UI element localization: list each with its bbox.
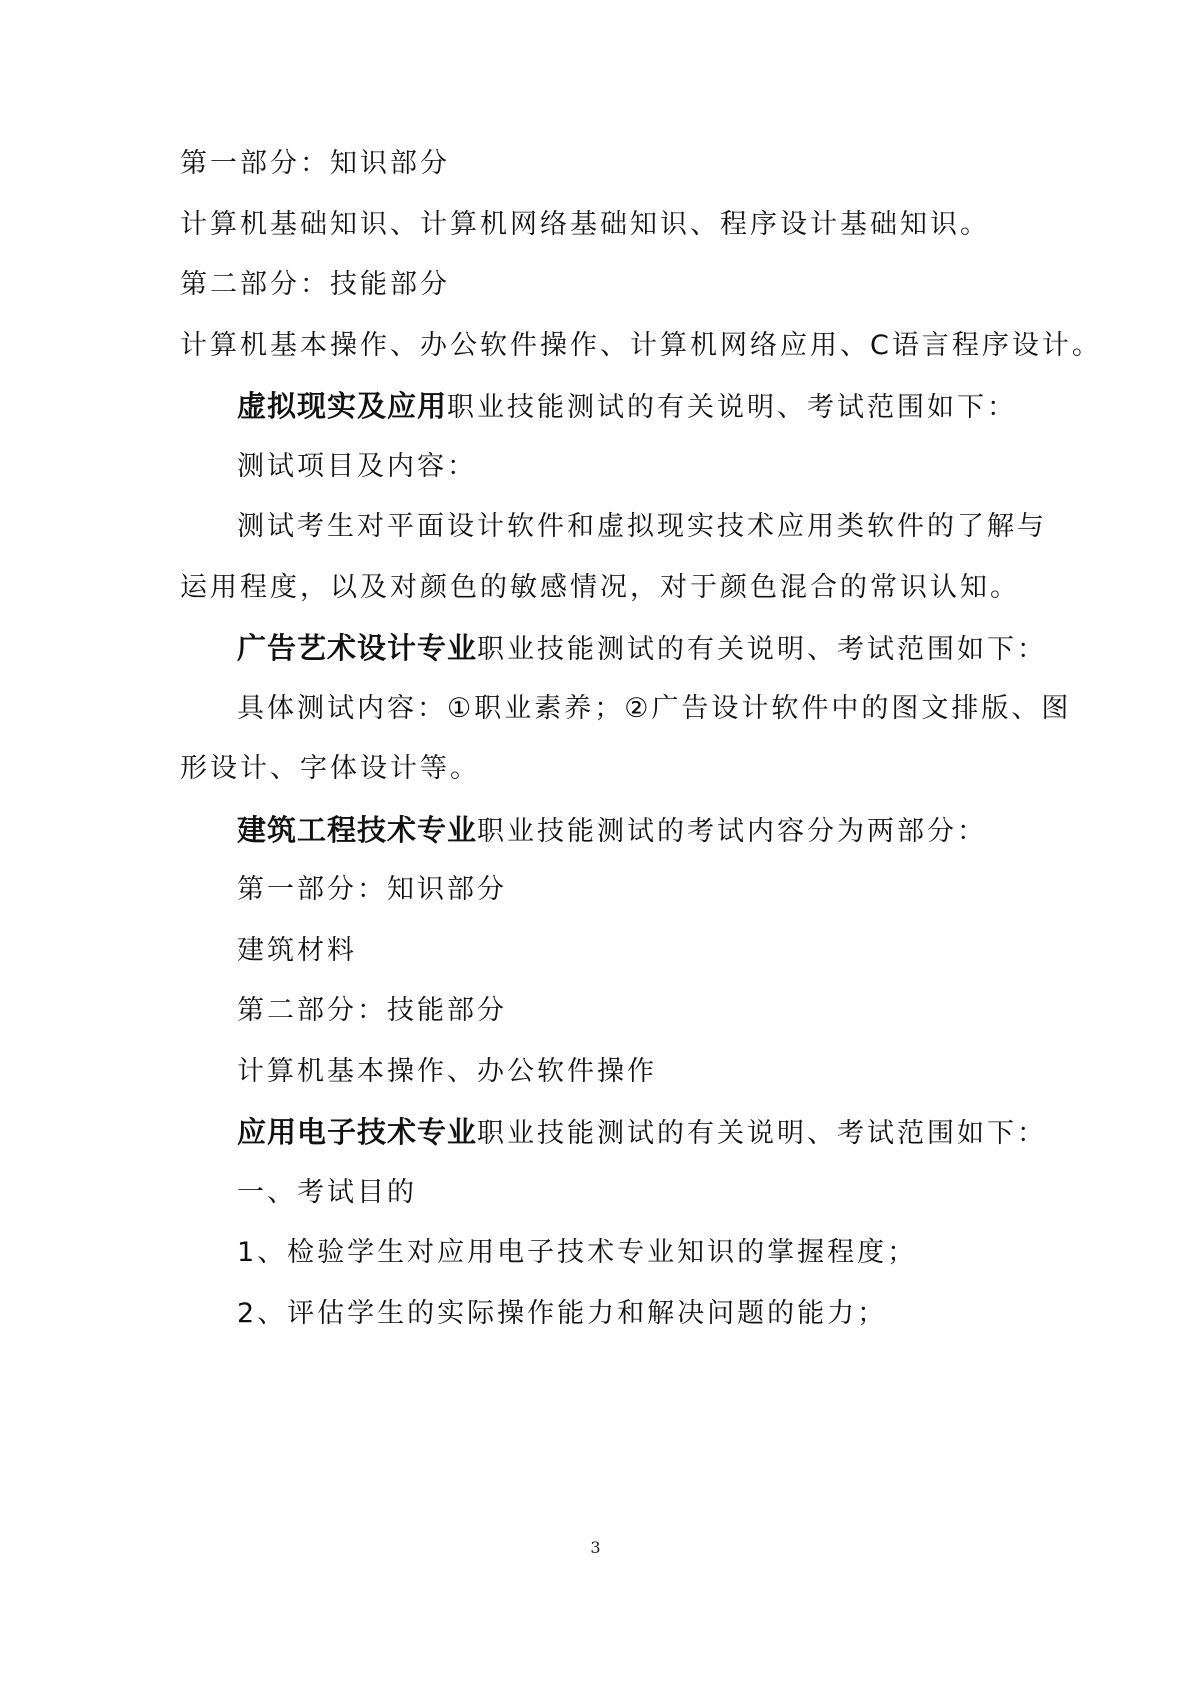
part2-title: 第二部分：技能部分: [180, 269, 450, 300]
electronics-heading-major: 应用电子技术专业: [237, 1115, 478, 1149]
construction-part1-title: 第一部分：知识部分: [237, 874, 507, 905]
electronics-item-1: 1、检验学生对应用电子技术专业知识的掌握程度；: [237, 1237, 918, 1268]
ad-content-line2: 形设计、字体设计等。: [180, 753, 480, 784]
construction-part2-title: 第二部分：技能部分: [237, 995, 507, 1026]
ad-content-line1: 具体测试内容：①职业素养；②广告设计软件中的图文排版、图: [237, 693, 1072, 724]
part1-content: 计算机基础知识、计算机网络基础知识、程序设计基础知识。: [180, 209, 990, 240]
electronics-item-2: 2、评估学生的实际操作能力和解决问题的能力；: [237, 1298, 888, 1329]
ad-heading-text: 职业技能测试的有关说明、考试范围如下：: [477, 634, 1048, 665]
page-number: 3: [590, 1538, 601, 1557]
vr-heading-text: 职业技能测试的有关说明、考试范围如下：: [447, 392, 1018, 423]
ad-heading: [237, 631, 1047, 667]
construction-heading-major: 建筑工程技术专业: [237, 813, 478, 847]
construction-heading-text: 职业技能测试的考试内容分为两部分：: [477, 816, 988, 847]
part1-title: 第一部分：知识部分: [180, 148, 450, 179]
part2-content: 计算机基本操作、办公软件操作、计算机网络应用、C语言程序设计。: [180, 330, 1102, 361]
construction-part1-content: 建筑材料: [237, 935, 357, 966]
vr-heading-major: 虚拟现实及应用: [237, 389, 448, 423]
vr-content-line1: 测试考生对平面设计软件和虚拟现实技术应用类软件的了解与: [237, 511, 1047, 542]
construction-part2-content: 计算机基本操作、办公软件操作: [237, 1056, 657, 1087]
vr-content-line2: 运用程度，以及对颜色的敏感情况，对于颜色混合的常识认知。: [180, 572, 1020, 603]
vr-heading: [237, 389, 1017, 425]
electronics-section-title: 一、考试目的: [237, 1177, 417, 1208]
electronics-heading-text: 职业技能测试的有关说明、考试范围如下：: [477, 1118, 1048, 1149]
ad-heading-major: 广告艺术设计专业: [237, 631, 478, 665]
vr-items-label: 测试项目及内容：: [237, 451, 477, 482]
electronics-heading: [237, 1115, 1047, 1151]
construction-heading: [237, 813, 987, 849]
